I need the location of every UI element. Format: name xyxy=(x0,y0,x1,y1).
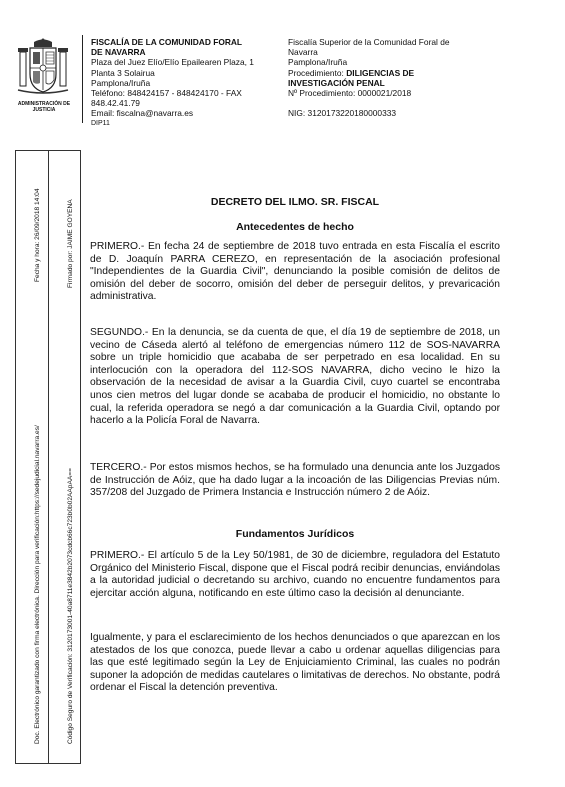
recipient-line: Navarra xyxy=(288,47,318,58)
paragraph-text: TERCERO.- Por estos mismos hechos, se ha formulado una denuncia ante los Juzgados de Instrucción de Aóiz, que ha dado lugar a la incoación de las Diligencias Previas núm. 357/208 del Juzgado de Primera Instancia e Instrucción número 2 de Aóiz. xyxy=(90,462,500,499)
procedimiento-line xyxy=(288,68,473,78)
sender-block xyxy=(91,37,281,129)
sender-line: Planta 3 Solairua xyxy=(91,67,155,78)
procedimiento-value: DILIGENCIAS DE xyxy=(346,67,415,78)
recipient-line: Pamplona/Iruña xyxy=(288,57,348,68)
paragraph-text: PRIMERO.- En fecha 24 de septiembre de 2018 tuvo entrada en esta Fiscalía el escrito de D. Joaquín PARRA CEREZO, en representación de la asociación profesional "Independientes de la Guardia Civil", denunciando la posible comisión de delitos de omisión del deber de socorro, omisión del deber de perseguir delitos, y prevaricación administrativa. xyxy=(90,241,500,303)
section2-heading xyxy=(90,528,500,540)
sender-line: 848.42.41.79 xyxy=(91,98,140,109)
paragraph xyxy=(90,241,500,304)
sender-line: Plaza del Juez Elío/Elío Epailearen Plaza, 1 xyxy=(91,57,254,68)
header-divider xyxy=(82,35,83,123)
section1-heading-text: Antecedentes de hecho xyxy=(236,221,354,233)
section2-heading-text: Fundamentos Jurídicos xyxy=(235,528,355,540)
sender-line: Pamplona/Iruña xyxy=(91,77,151,88)
section1-heading xyxy=(90,221,500,233)
sender-line: FISCALÍA DE LA COMUNIDAD FORAL xyxy=(91,37,243,47)
paragraph xyxy=(90,632,500,695)
paragraph xyxy=(90,462,500,500)
paragraph xyxy=(90,550,500,600)
verification-divider xyxy=(48,151,49,763)
num-procedimiento: Nº Procedimiento: 0000021/2018 xyxy=(288,88,412,99)
codigo-verificacion: Código Seguro de Verificación: 3120173001-40a8711e3842b2073cdcb66c723b0b02AApAA== xyxy=(67,468,74,744)
recipient-line: Fiscalía Superior de la Comunidad Foral de xyxy=(288,37,450,47)
recipient-block xyxy=(288,37,473,118)
sender-email[interactable]: Email: fiscalna@navarra.es xyxy=(91,108,194,119)
document-title-text: DECRETO DEL ILMO. SR. FISCAL xyxy=(210,196,380,208)
paragraph xyxy=(90,327,500,428)
sender-line: DIP11 xyxy=(91,119,110,127)
nig: NIG: 3120173220180000333 xyxy=(288,108,397,119)
paragraph-text: SEGUNDO.- En la denuncia, se da cuenta de que, el día 19 de septiembre de 2018, un vecino de Cáseda alertó al teléfono de emergencias número 112 de SOS-NAVARRA sobre un triple homicidio que acababa de ser perpetrado en esa localidad. En su interlocución con la operadora del 112-SOS NAVARRA, dicho vecino le hizo la observación de la necesidad de avisar a la Guardia Civil, cuyo cuartel se encontraba unos cien metros del lugar donde se acababa de producir el homicidio, no obstante lo cual, la referida operadora se negó a dar comunicación a la Guardia Civil, optando por hacerlo a la Policía Foral de Navarra. xyxy=(90,327,500,427)
fecha-hora: Fecha y hora: 26/09/2018 14:04 xyxy=(34,188,41,282)
sender-line: DE NAVARRA xyxy=(91,47,146,58)
org-label: ADMINISTRACIÓN DE JUSTICIA xyxy=(17,101,71,113)
electronic-doc-text: Doc. Electrónico garantizado con firma electrónica. Dirección para verificación:https://sedejudicial.navarra.es/ xyxy=(34,425,41,744)
paragraph-text: PRIMERO.- El artículo 5 de la Ley 50/1981, de 30 de diciembre, reguladora del Estatuto Orgánico del Ministerio Fiscal, dispone que el Fiscal podrá recibir denuncias, enviándolas a la autoridad judicial o decretando su archivo, cuando no encuentre fundamentos para ejercitar acción alguna, notificando en este último caso la decisión al denunciante. xyxy=(90,550,500,599)
procedimiento-value-2: INVESTIGACIÓN PENAL xyxy=(288,77,385,88)
document-title xyxy=(90,196,500,208)
coat-of-arms-icon xyxy=(14,38,72,96)
procedimiento-label: Procedimiento: xyxy=(288,67,344,78)
paragraph-text: Igualmente, y para el esclarecimiento de los hechos denunciados o que aparezcan en los atestados de los que conozca, puede llevar a cabo u ordenar aquellas diligencias para las que esté legitimado según la Ley de Enjuiciamiento Criminal, las cuales no podrán suponer la adopción de medidas cautelares o limitativas de derechos. No obstante, podrá ordenar el Fiscal la detención preventiva. xyxy=(90,632,500,694)
firmado-por: Firmado por: JAIME GOYENA xyxy=(67,199,74,288)
sender-line: Teléfono: 848424157 - 848424170 - FAX xyxy=(91,88,242,99)
